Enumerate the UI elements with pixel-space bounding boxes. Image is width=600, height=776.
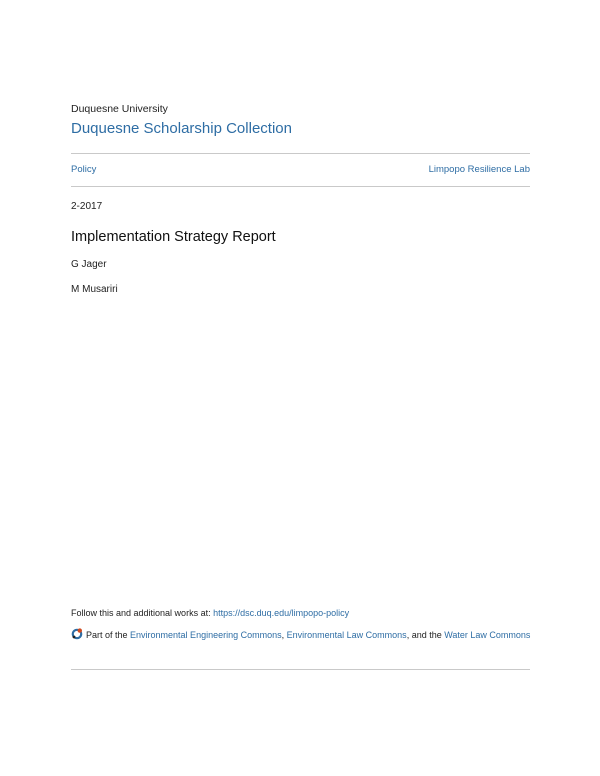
divider <box>71 669 530 670</box>
follow-text: Follow this and additional works at: <box>71 608 214 618</box>
commons-link-environmental-engineering[interactable]: Environmental Engineering Commons <box>130 630 282 640</box>
commons-link-environmental-law[interactable]: Environmental Law Commons <box>286 630 407 640</box>
collection-link[interactable]: Duquesne Scholarship Collection <box>71 120 292 137</box>
publication-date: 2-2017 <box>71 201 103 212</box>
commons-link-water-law[interactable]: Water Law Commons <box>444 630 531 640</box>
divider <box>71 186 530 187</box>
category-link-policy[interactable]: Policy <box>71 164 97 175</box>
part-of-commons <box>71 627 533 643</box>
category-link-lab[interactable]: Limpopo Resilience Lab <box>428 164 530 175</box>
network-icon <box>71 628 83 640</box>
separator-text: , <box>281 630 287 640</box>
author: M Musariri <box>71 284 118 295</box>
institution-name: Duquesne University <box>71 103 168 115</box>
author: G Jager <box>71 259 107 270</box>
divider <box>71 153 530 154</box>
document-title: Implementation Strategy Report <box>71 229 276 245</box>
partof-prefix: Part of the <box>86 630 131 640</box>
separator-text: , and the <box>406 630 445 640</box>
follow-line <box>71 608 349 618</box>
collection-url-link[interactable]: https://dsc.duq.edu/limpopo-policy <box>213 608 350 618</box>
